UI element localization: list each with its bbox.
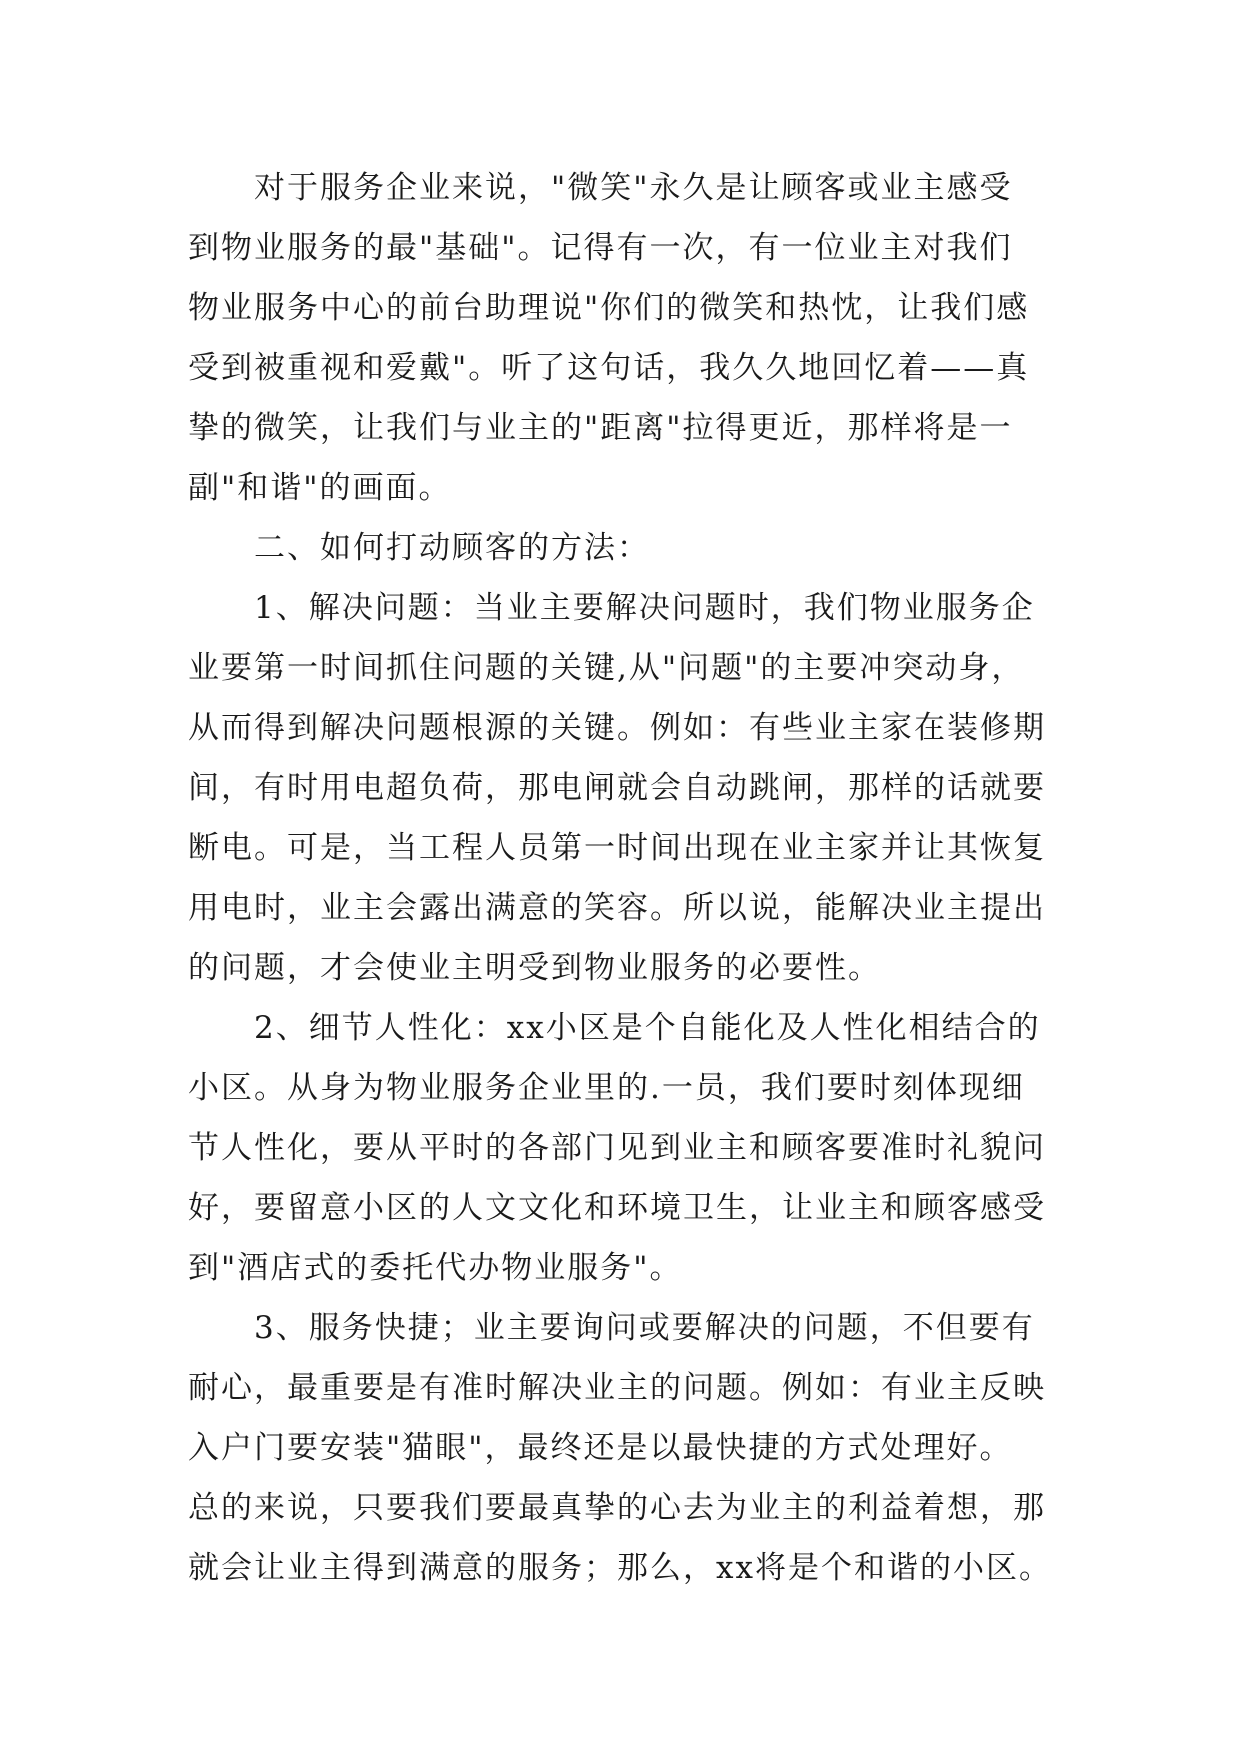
- section-heading: 二、如何打动顾客的方法：: [188, 530, 650, 566]
- text-line: 受到被重视和爱戴"。听了这句话，我久久地回忆着——真: [188, 350, 1030, 386]
- text-line: 入户门要安装"猫眼"，最终还是以最快捷的方式处理好。: [188, 1430, 1013, 1466]
- text-line: 到物业服务的最"基础"。记得有一次，有一位业主对我们: [188, 230, 1013, 266]
- text-line: 业要第一时间抓住问题的关键,从"问题"的主要冲突动身，: [188, 650, 1025, 686]
- text-line: 对于服务企业来说，"微笑"永久是让顾客或业主感受: [188, 170, 1013, 206]
- text-line: 用电时，业主会露出满意的笑容。所以说，能解决业主提出: [188, 890, 1046, 926]
- text-line: 2、细节人性化：xx小区是个自能化及人性化相结合的: [188, 1010, 1041, 1046]
- text-line: 间，有时用电超负荷，那电闸就会自动跳闸，那样的话就要: [188, 770, 1046, 806]
- text-line: 断电。可是，当工程人员第一时间出现在业主家并让其恢复: [188, 830, 1046, 866]
- text-line: 节人性化，要从平时的各部门见到业主和顾客要准时礼貌问: [188, 1130, 1046, 1166]
- text-line: 从而得到解决问题根源的关键。例如：有些业主家在装修期: [188, 710, 1046, 746]
- text-line: 好，要留意小区的人文文化和环境卫生，让业主和顾客感受: [188, 1190, 1046, 1226]
- text-line: 1、解决问题：当业主要解决问题时，我们物业服务企: [188, 590, 1035, 626]
- text-line: 就会让业主得到满意的服务；那么，xx将是个和谐的小区。: [188, 1550, 1052, 1586]
- text-line: 3、服务快捷；业主要询问或要解决的问题，不但要有: [188, 1310, 1035, 1346]
- text-line: 耐心，最重要是有准时解决业主的问题。例如：有业主反映: [188, 1370, 1046, 1406]
- text-line: 副"和谐"的画面。: [188, 470, 452, 506]
- text-line: 的问题，才会使业主明受到物业服务的必要性。: [188, 950, 881, 986]
- text-line: 总的来说，只要我们要最真挚的心去为业主的利益着想，那: [188, 1490, 1046, 1526]
- text-line: 小区。从身为物业服务企业里的.一员，我们要时刻体现细: [188, 1070, 1025, 1106]
- text-line: 挚的微笑，让我们与业主的"距离"拉得更近，那样将是一: [188, 410, 1013, 446]
- text-line: 到"酒店式的委托代办物业服务"。: [188, 1250, 683, 1286]
- document-body: [188, 158, 1078, 1598]
- text-line: 物业服务中心的前台助理说"你们的微笑和热忱，让我们感: [188, 290, 1030, 326]
